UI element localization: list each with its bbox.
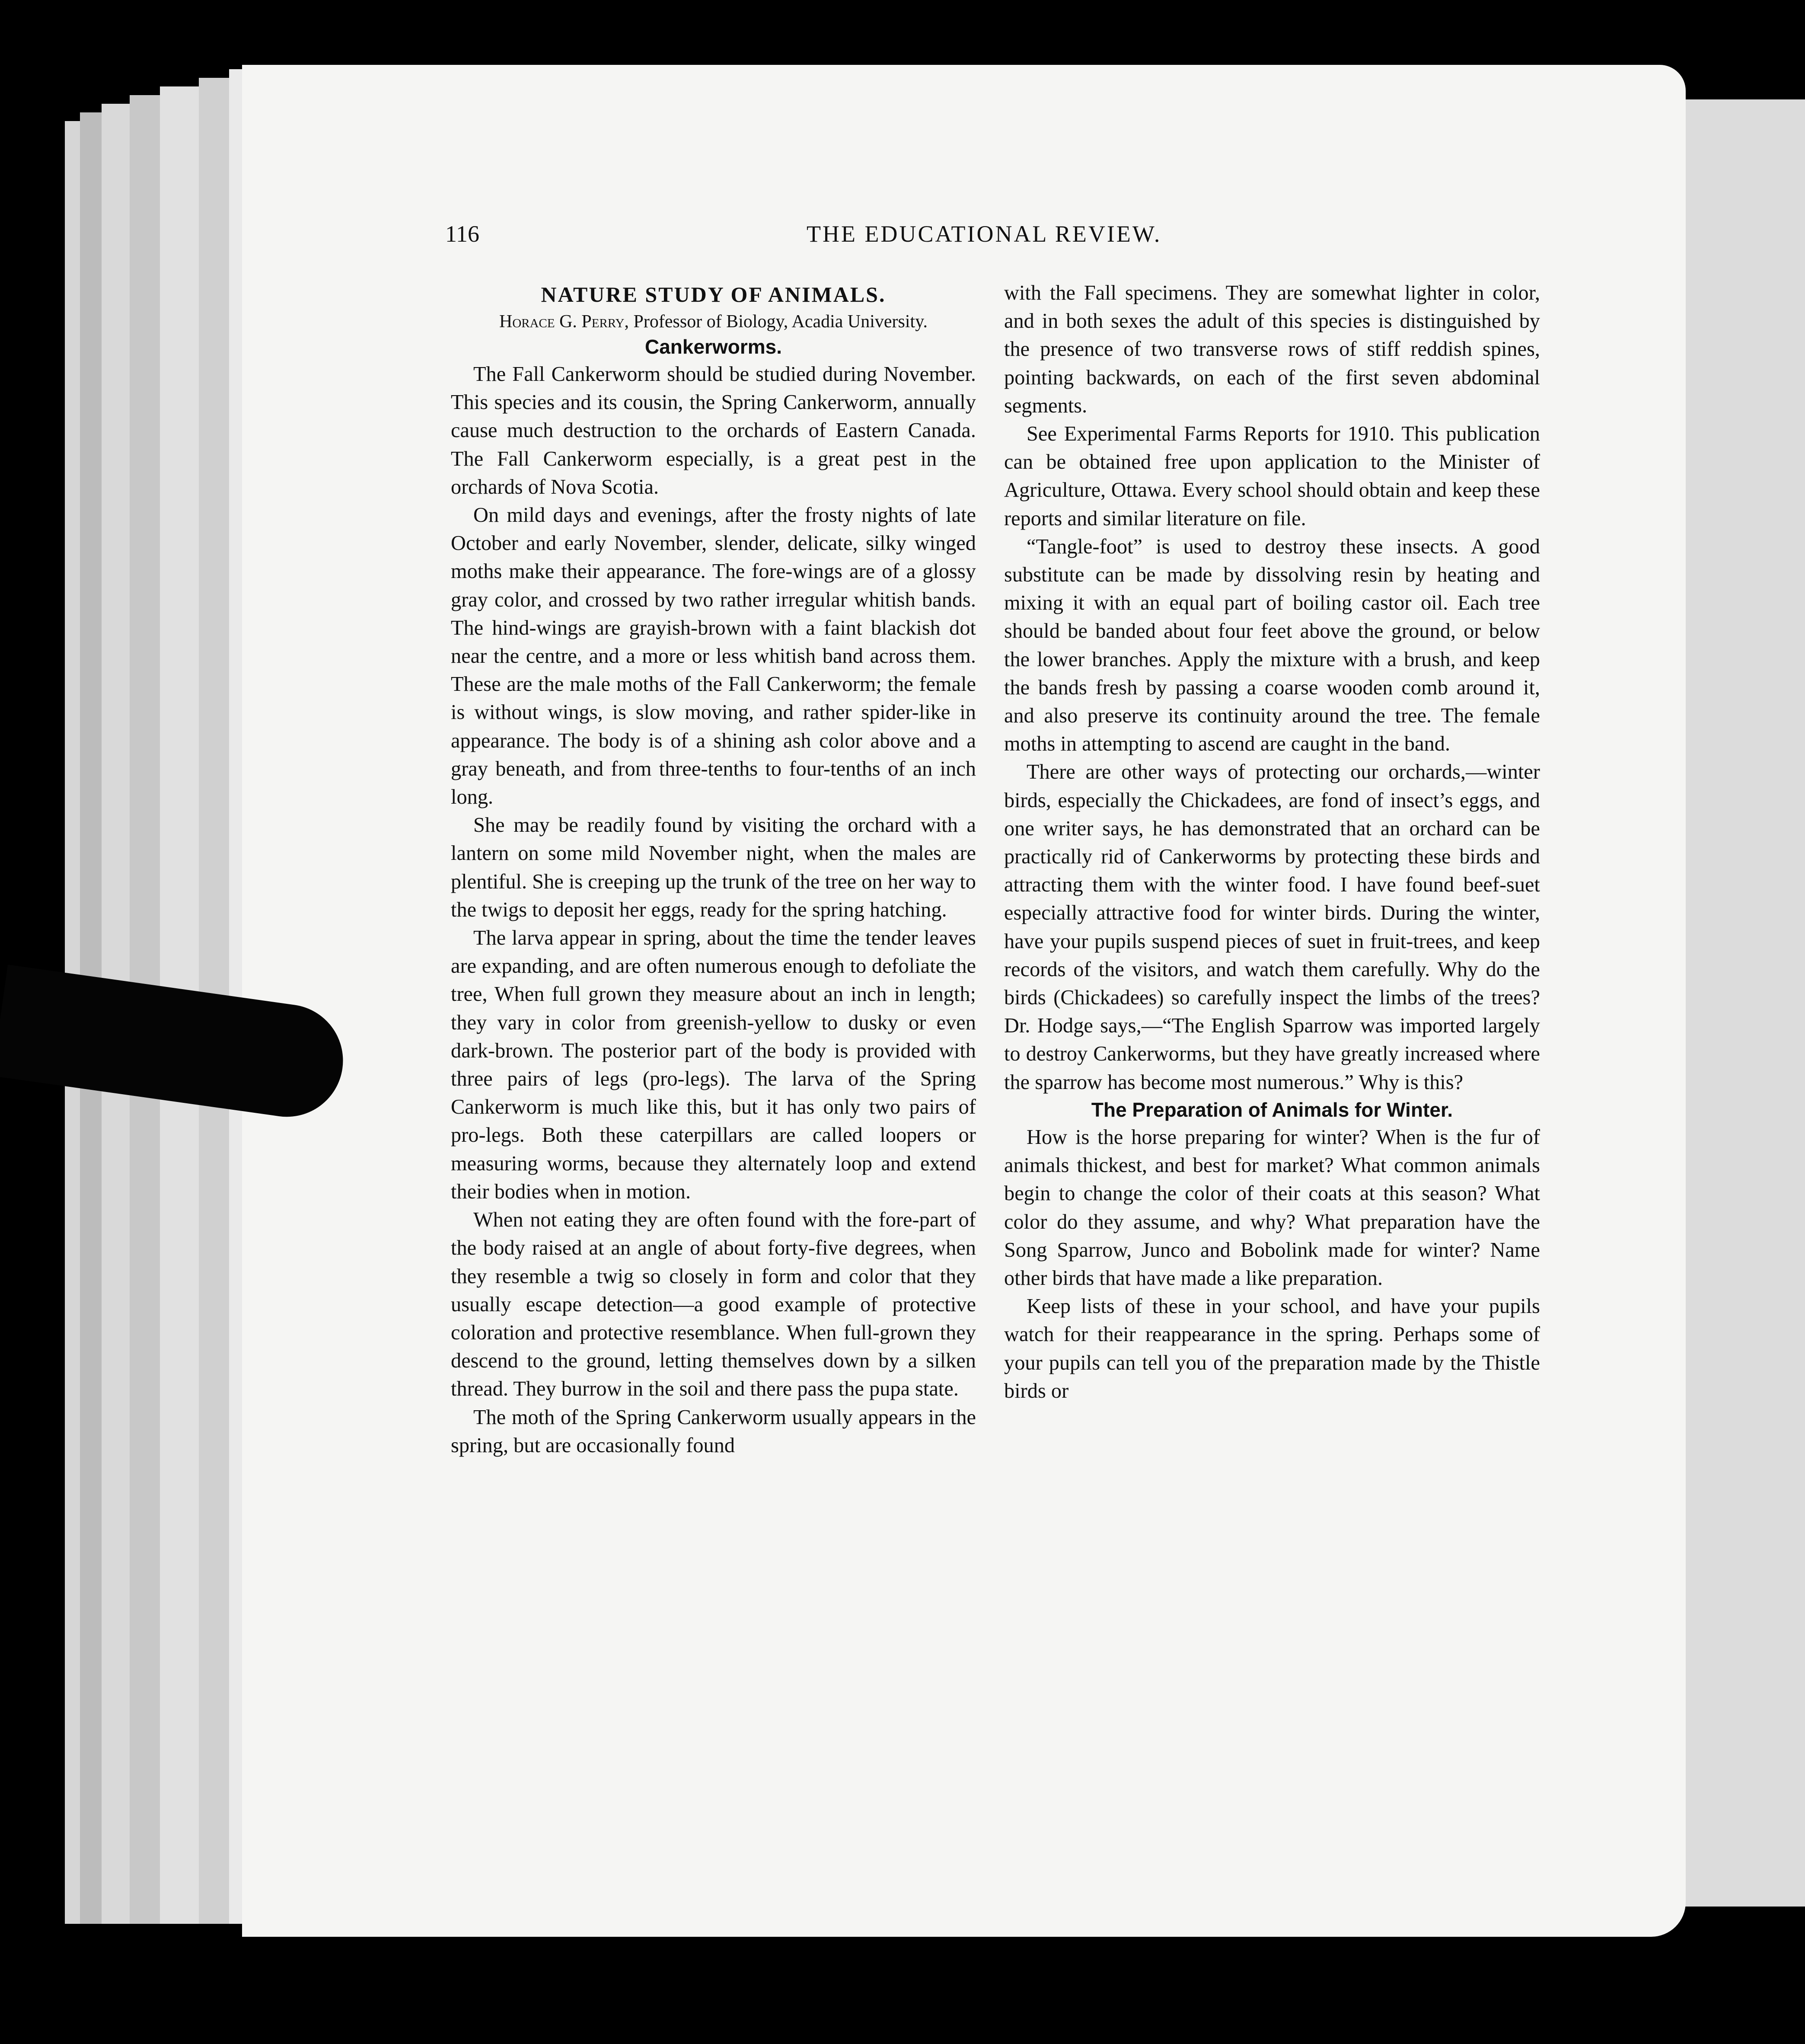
paragraph: The moth of the Spring Cankerworm usually appears in the spring, but are occasionally found xyxy=(451,1405,976,1457)
running-head xyxy=(445,220,1534,255)
paragraph: See Experimental Farms Reports for 1910. This publication can be obtained free upon application to the Minister of Agriculture, Ottawa. Every school should obtain and keep these reports and similar literature on file. xyxy=(1004,422,1540,530)
section-title-winter-preparation: The Preparation of Animals for Winter. xyxy=(1091,1098,1453,1121)
paragraph: “Tangle-foot” is used to destroy these insects. A good substitute can be made by dissolving resin by heating and mixing it with an equal part of boiling castor oil. Each tree should be banded about four feet above the ground, or below the lower branches. Apply the mixture with a brush, and keep the bands fresh by passing a coarse wooden comb around it, and also preserve its continuity around the tree. The female moths in attempting to ascend are caught in the band. xyxy=(1004,535,1540,756)
paragraph: How is the horse preparing for winter? When is the fur of animals thickest, and best for market? What common animals begin to change the color of their coats at this season? What color do they assume, and why? What preparation have the Song Sparrow, Junco and Bobolink made for winter? Name other birds that have made a like preparation. xyxy=(1004,1125,1540,1290)
author-line xyxy=(451,310,976,333)
paragraph-continued: with the Fall specimens. They are somewhat lighter in color, and in both sexes the adult of this species is distinguished by the presence of two transverse rows of stiff reddish spines, pointing backwards, on each of the first seven abdominal segments. xyxy=(1004,281,1540,417)
paragraph: There are other ways of protecting our orchards,—winter birds, especially the Chickadees, are fond of insect’s eggs, and one writer says, he has demonstrated that an orchard can be practically rid of Cankerworms by protecting these birds and attracting them with the winter food. I have found beef-suet especially attractive food for winter birds. During the winter, have your pupils suspend pieces of suet in fruit-trees, and keep records of the visitors, and watch them carefully. Why do the birds (Chickadees) so carefully inspect the limbs of the trees? Dr. Hodge says,—“The English Sparrow was imported largely to destroy Cankerworms, but they have greatly increased where the sparrow has become most numerous.” Why is this? xyxy=(1004,760,1540,1094)
left-column xyxy=(451,279,976,1460)
author-affiliation: Professor of Biology, Acadia University. xyxy=(633,312,928,332)
section-title-cankerworms: Cankerworms. xyxy=(644,335,782,358)
right-column xyxy=(1004,279,1540,1405)
paragraph: Keep lists of these in your school, and have your pupils watch for their reappearance in the spring. Perhaps some of your pupils can tell you of the preparation made by the Thistle birds or xyxy=(1004,1295,1540,1402)
page-number: 116 xyxy=(445,221,479,247)
paragraph: When not eating they are often found with the fore-part of the body raised at an angle of about forty-five degrees, when they resemble a twig so closely in form and color that they usually escape detection—a good example of protective coloration and protective resemblance. When full-grown they descend to the ground, letting themselves down by a silken thread. They burrow in the soil and there pass the pupa state. xyxy=(451,1208,976,1401)
journal-title: THE EDUCATIONAL REVIEW. xyxy=(807,221,1162,247)
paragraph: The larva appear in spring, about the time the tender leaves are expanding, and are often numerous enough to defoliate the tree, When full grown they measure about an inch in length; they vary in color from greenish-yellow to dusky or even dark-brown. The posterior part of the body is provided with three pairs of legs (pro-legs). The larva of the Spring Cankerworm is much like this, but it has only two pairs of pro-legs. Both these caterpillars are called loopers or measuring worms, because they alternately loop and extend their bodies when in motion. xyxy=(451,926,976,1203)
next-page-edge xyxy=(1684,99,1805,1907)
paragraph: On mild days and evenings, after the frosty nights of late October and early November, slender, delicate, silky winged moths make their appearance. The fore-wings are of a glossy gray color, and crossed by two rather irregular whitish bands. The hind-wings are grayish-brown with a faint blackish dot near the centre, and a more or less whitish band across them. These are the male moths of the Fall Cankerworm; the female is without wings, is slow moving, and rather spider-like in appearance. The body is of a shining ash color above and a gray beneath, and from three-tenths to four-tenths of an inch long. xyxy=(451,504,976,809)
paragraph: She may be readily found by visiting the orchard with a lantern on some mild November night, when the males are plentiful. She is creeping up the trunk of the tree on her way to the twigs to deposit her eggs, ready for the spring hatching. xyxy=(451,814,976,921)
paragraph: The Fall Cankerworm should be studied during November. This species and its cousin, the Spring Cankerworm, annually cause much destruction to the orchards of Eastern Canada. The Fall Cankerworm especially, is a great pest in the orchards of Nova Scotia. xyxy=(451,363,976,498)
author-name: Horace G. Perry, xyxy=(499,312,629,332)
article-title: NATURE STUDY OF ANIMALS. xyxy=(541,282,886,307)
